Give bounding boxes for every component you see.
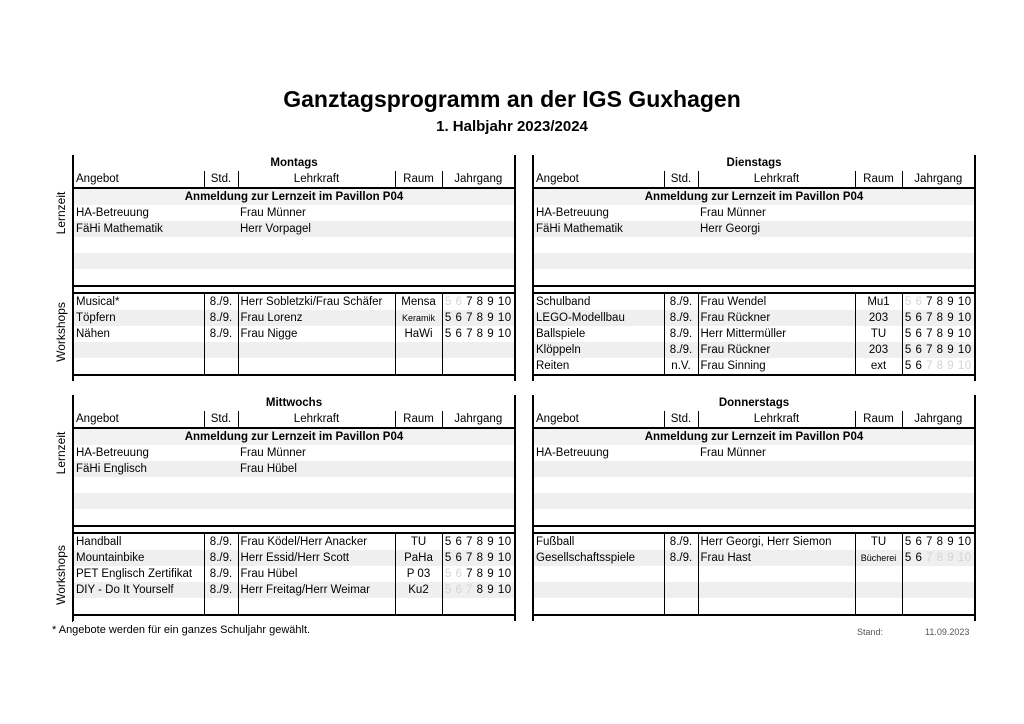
workshop-raum (395, 358, 442, 375)
workshop-lehrkraft: Herr Mittermüller (698, 326, 855, 342)
lernzeit-row (74, 253, 514, 269)
workshop-raum: TU (395, 533, 442, 550)
workshop-angebot (74, 598, 204, 615)
workshop-angebot: Musical* (74, 293, 204, 310)
workshop-std: 8./9. (204, 533, 238, 550)
lernzeit-angebot: FäHi Mathematik (74, 221, 238, 237)
workshop-angebot: PET Englisch Zertifikat (76, 568, 193, 580)
workshop-angebot: DIY - Do It Yourself (74, 582, 204, 598)
col-header-jahrgang: Jahrgang (442, 411, 514, 428)
lernzeit-lehrkraft (698, 237, 974, 253)
workshop-row (534, 358, 974, 375)
workshop-lehrkraft: Frau Sinning (698, 358, 855, 375)
lernzeit-angebot (74, 509, 238, 526)
workshop-raum: TU (855, 533, 902, 550)
lernzeit-lehrkraft (238, 269, 514, 286)
jahrgang-faded: 5 6 (904, 296, 923, 308)
lernzeit-row (534, 461, 974, 477)
workshop-std: n.V. (664, 358, 698, 375)
lernzeit-angebot: FäHi Englisch (74, 461, 238, 477)
workshop-row (534, 293, 974, 310)
workshop-std (204, 358, 238, 375)
col-header-lehrkraft: Lehrkraft (238, 171, 395, 188)
workshop-raum: P 03 (395, 566, 442, 582)
jahrgang-faded: 5 6 7 (444, 584, 473, 596)
workshop-jahrgang (442, 293, 514, 310)
lernzeit-row (74, 509, 514, 526)
col-header-jahrgang: Jahrgang (902, 411, 974, 428)
lernzeit-lehrkraft: Frau Münner (240, 207, 306, 219)
workshop-angebot: Handball (74, 533, 204, 550)
section-label-workshops: Workshops (54, 545, 68, 605)
lernzeit-angebot (534, 493, 698, 509)
workshop-lehrkraft: Frau Nigge (238, 326, 395, 342)
workshop-row (74, 533, 514, 550)
workshop-std: 8./9. (204, 582, 238, 598)
lernzeit-angebot (74, 237, 238, 253)
lernzeit-lehrkraft (238, 237, 514, 253)
col-header-std: Std. (204, 171, 238, 188)
col-header-angebot: Angebot (534, 411, 664, 428)
workshop-jahrgang (902, 598, 974, 615)
col-header-raum: Raum (855, 171, 902, 188)
jahrgang-active: 5 6 (904, 552, 923, 564)
section-label-lernzeit: Lernzeit (54, 191, 68, 235)
day-block (74, 155, 514, 376)
jahrgang-active: 8 9 10 (476, 584, 512, 596)
lernzeit-lehrkraft (698, 477, 974, 493)
workshop-angebot: Fußball (534, 533, 664, 550)
workshop-angebot: Ballspiele (536, 328, 586, 340)
workshop-jahrgang (902, 566, 974, 582)
day-block (534, 155, 974, 376)
lernzeit-lehrkraft (698, 269, 974, 286)
lernzeit-row (534, 269, 974, 286)
col-header-raum: Raum (855, 411, 902, 428)
day-table (534, 155, 974, 376)
jahrgang-active: 5 6 7 8 9 10 (444, 536, 512, 548)
jahrgang-active: 5 6 7 8 9 10 (444, 552, 512, 564)
workshop-jahrgang (442, 566, 514, 582)
workshop-row (534, 550, 974, 566)
workshop-raum: 203 (855, 342, 902, 358)
workshop-angebot (74, 358, 204, 375)
workshop-row (74, 598, 514, 615)
workshop-raum (855, 582, 902, 598)
jahrgang-active: 7 8 9 10 (466, 568, 512, 580)
workshop-lehrkraft: Herr Essid/Herr Scott (238, 550, 395, 566)
workshop-lehrkraft: Frau Ködel/Herr Anacker (238, 533, 395, 550)
workshop-lehrkraft: Frau Rückner (698, 342, 855, 358)
workshop-row (74, 326, 514, 342)
workshop-raum: Mu1 (855, 293, 902, 310)
lernzeit-row (74, 221, 514, 237)
workshop-std: 8./9. (204, 550, 238, 566)
workshop-lehrkraft: Frau Wendel (698, 293, 855, 310)
lernzeit-angebot: HA-Betreuung (536, 207, 609, 219)
workshop-raum (395, 342, 442, 358)
lernzeit-angebot: FäHi Mathematik (534, 221, 698, 237)
workshop-raum: Ku2 (395, 582, 442, 598)
workshop-angebot: Reiten (534, 358, 664, 375)
workshop-std (204, 342, 238, 358)
workshop-lehrkraft: Herr Sobletzki/Frau Schäfer (238, 293, 395, 310)
lernzeit-row (74, 269, 514, 286)
col-header-std: Std. (204, 411, 238, 428)
stand-label: Stand: (857, 627, 884, 637)
lernzeit-row (534, 237, 974, 253)
lernzeit-row (74, 205, 514, 221)
lernzeit-angebot (74, 269, 238, 286)
col-header-angebot: Angebot (74, 411, 204, 428)
lernzeit-angebot (74, 253, 238, 269)
workshop-raum (855, 598, 902, 615)
workshop-std: 8./9. (664, 310, 698, 326)
section-label-lernzeit: Lernzeit (54, 431, 68, 475)
workshop-lehrkraft: Herr Freitag/Herr Weimar (238, 582, 395, 598)
lernzeit-lehrkraft (698, 509, 974, 526)
day-block (534, 395, 974, 616)
day-table (74, 395, 514, 616)
workshop-row (534, 326, 974, 342)
workshop-std (204, 598, 238, 615)
workshop-angebot: Gesellschaftsspiele (534, 550, 664, 566)
workshop-raum (395, 598, 442, 615)
lernzeit-row (534, 477, 974, 493)
workshop-std: 8./9. (204, 326, 238, 342)
workshop-jahrgang (442, 582, 514, 598)
workshop-jahrgang (902, 533, 974, 550)
workshop-raum: Keramik (395, 310, 442, 326)
workshop-row (74, 582, 514, 598)
lernzeit-row (74, 445, 514, 461)
jahrgang-active: 7 8 9 10 (926, 296, 972, 308)
workshop-jahrgang (442, 533, 514, 550)
workshop-lehrkraft: Frau Hübel (238, 566, 395, 582)
workshop-lehrkraft: Frau Lorenz (238, 310, 395, 326)
lernzeit-row (534, 445, 974, 461)
workshop-raum: ext (855, 358, 902, 375)
workshop-jahrgang (442, 326, 514, 342)
stand-date: 11.09.2023 (925, 627, 970, 637)
lernzeit-lehrkraft: Frau Münner (240, 447, 306, 459)
day-table (534, 395, 974, 616)
lernzeit-banner: Anmeldung zur Lernzeit im Pavillon P04 (74, 188, 514, 205)
lernzeit-row (534, 221, 974, 237)
lernzeit-angebot: HA-Betreuung (536, 447, 609, 459)
workshop-angebot (534, 598, 664, 615)
workshop-lehrkraft: Frau Rückner (698, 310, 855, 326)
lernzeit-angebot: HA-Betreuung (76, 207, 149, 219)
workshop-lehrkraft (238, 598, 395, 615)
day-name: Donnerstags (718, 397, 790, 409)
workshop-row (534, 342, 974, 358)
lernzeit-lehrkraft (238, 509, 514, 526)
workshop-jahrgang (902, 582, 974, 598)
workshop-raum: 203 (855, 310, 902, 326)
day-block (74, 395, 514, 616)
workshop-jahrgang (902, 310, 974, 326)
lernzeit-row (74, 493, 514, 509)
workshop-lehrkraft: Herr Georgi, Herr Siemon (698, 533, 855, 550)
lernzeit-lehrkraft (238, 253, 514, 269)
workshop-row (74, 310, 514, 326)
workshop-angebot: Mountainbike (74, 550, 204, 566)
workshop-row (534, 598, 974, 615)
workshop-jahrgang (442, 550, 514, 566)
lernzeit-lehrkraft: Frau Münner (700, 207, 766, 219)
workshop-raum: PaHa (395, 550, 442, 566)
workshop-lehrkraft (238, 358, 395, 375)
col-header-raum: Raum (395, 171, 442, 188)
sidebar-divider (72, 395, 73, 622)
workshop-jahrgang (902, 326, 974, 342)
jahrgang-active: 5 6 7 8 9 10 (904, 312, 972, 324)
lernzeit-lehrkraft (238, 493, 514, 509)
workshop-lehrkraft (698, 598, 855, 615)
workshop-angebot: LEGO-Modellbau (534, 310, 664, 326)
lernzeit-row (74, 477, 514, 493)
workshop-lehrkraft (698, 582, 855, 598)
workshop-std (664, 566, 698, 582)
workshop-jahrgang (902, 342, 974, 358)
workshop-std: 8./9. (664, 342, 698, 358)
lernzeit-banner: Anmeldung zur Lernzeit im Pavillon P04 (534, 188, 974, 205)
lernzeit-banner: Anmeldung zur Lernzeit im Pavillon P04 (74, 428, 514, 445)
lernzeit-angebot (534, 269, 698, 286)
lernzeit-lehrkraft: Herr Vorpagel (238, 221, 514, 237)
workshop-std: 8./9. (664, 533, 698, 550)
section-label-workshops: Workshops (54, 302, 68, 362)
col-header-lehrkraft: Lehrkraft (698, 411, 855, 428)
jahrgang-active: 5 6 7 8 9 10 (444, 312, 512, 324)
day-name: Montags (270, 157, 318, 169)
lernzeit-row (74, 461, 514, 477)
workshop-row (534, 582, 974, 598)
jahrgang-faded: 5 6 (444, 568, 463, 580)
lernzeit-angebot (534, 477, 698, 493)
lernzeit-lehrkraft: Frau Hübel (238, 461, 514, 477)
workshop-std: 8./9. (664, 550, 698, 566)
workshop-lehrkraft (238, 342, 395, 358)
col-header-angebot: Angebot (534, 171, 664, 188)
col-header-lehrkraft: Lehrkraft (698, 171, 855, 188)
workshop-std: 8./9. (204, 310, 238, 326)
lernzeit-angebot (534, 461, 698, 477)
workshop-jahrgang (902, 358, 974, 375)
lernzeit-angebot (74, 493, 238, 509)
workshop-jahrgang (442, 358, 514, 375)
lernzeit-lehrkraft (698, 253, 974, 269)
workshop-jahrgang (442, 598, 514, 615)
page-title: Ganztagsprogramm an der IGS Guxhagen (283, 86, 741, 112)
jahrgang-active: 5 6 7 8 9 10 (444, 328, 512, 340)
workshop-row (534, 533, 974, 550)
workshop-raum (855, 566, 902, 582)
workshop-jahrgang (902, 550, 974, 566)
workshop-row (534, 310, 974, 326)
workshop-angebot: Schulband (534, 293, 664, 310)
jahrgang-faded: 7 8 9 10 (926, 360, 972, 372)
col-header-std: Std. (664, 411, 698, 428)
lernzeit-angebot: HA-Betreuung (76, 447, 149, 459)
day-table (74, 155, 514, 376)
page-subtitle: 1. Halbjahr 2023/2024 (436, 118, 588, 135)
jahrgang-active: 5 6 (904, 360, 923, 372)
jahrgang-active: 7 8 9 10 (466, 296, 512, 308)
workshop-lehrkraft: Frau Hast (698, 550, 855, 566)
workshop-std (664, 598, 698, 615)
footnote: * Angebote werden für ein ganzes Schuljahr gewählt. (52, 624, 311, 636)
lernzeit-lehrkraft: Herr Georgi (698, 221, 974, 237)
workshop-angebot (534, 566, 664, 582)
jahrgang-faded: 5 6 (444, 296, 463, 308)
jahrgang-faded: 7 8 9 10 (926, 552, 972, 564)
workshop-angebot (534, 582, 664, 598)
workshop-raum: Mensa (395, 293, 442, 310)
workshop-angebot: Töpfern (74, 310, 204, 326)
workshop-row (74, 293, 514, 310)
col-header-jahrgang: Jahrgang (442, 171, 514, 188)
col-header-angebot: Angebot (74, 171, 204, 188)
workshop-row (74, 342, 514, 358)
lernzeit-angebot (534, 237, 698, 253)
workshop-row (74, 358, 514, 375)
lernzeit-row (534, 205, 974, 221)
jahrgang-active: 5 6 7 8 9 10 (904, 328, 972, 340)
workshop-std: 8./9. (204, 293, 238, 310)
lernzeit-angebot (534, 509, 698, 526)
workshop-std: 8./9. (204, 566, 238, 582)
workshop-std: 8./9. (664, 326, 698, 342)
lernzeit-row (74, 237, 514, 253)
col-header-lehrkraft: Lehrkraft (238, 411, 395, 428)
workshop-std (664, 582, 698, 598)
workshop-jahrgang (902, 293, 974, 310)
lernzeit-lehrkraft (238, 477, 514, 493)
col-header-raum: Raum (395, 411, 442, 428)
col-header-jahrgang: Jahrgang (902, 171, 974, 188)
workshop-angebot: Klöppeln (534, 342, 664, 358)
workshop-row (74, 550, 514, 566)
lernzeit-row (534, 493, 974, 509)
workshop-std: 8./9. (664, 293, 698, 310)
day-name: Dienstags (726, 157, 782, 169)
workshop-lehrkraft (698, 566, 855, 582)
workshop-raum: HaWi (395, 326, 442, 342)
lernzeit-lehrkraft: Frau Münner (700, 447, 766, 459)
lernzeit-lehrkraft (698, 493, 974, 509)
lernzeit-banner: Anmeldung zur Lernzeit im Pavillon P04 (534, 428, 974, 445)
workshop-jahrgang (442, 342, 514, 358)
lernzeit-row (534, 509, 974, 526)
workshop-angebot: Nähen (76, 328, 110, 340)
workshop-jahrgang (442, 310, 514, 326)
workshop-row (74, 566, 514, 582)
jahrgang-active: 5 6 7 8 9 10 (904, 536, 972, 548)
lernzeit-angebot (74, 477, 238, 493)
lernzeit-lehrkraft (698, 461, 974, 477)
workshop-raum: TU (855, 326, 902, 342)
col-header-std: Std. (664, 171, 698, 188)
lernzeit-row (534, 253, 974, 269)
sidebar-divider (72, 155, 73, 380)
day-name: Mittwochs (265, 397, 323, 409)
workshop-angebot (74, 342, 204, 358)
workshop-raum: Bücherei (855, 550, 902, 566)
workshop-row (534, 566, 974, 582)
lernzeit-angebot (534, 253, 698, 269)
jahrgang-active: 5 6 7 8 9 10 (904, 344, 972, 356)
